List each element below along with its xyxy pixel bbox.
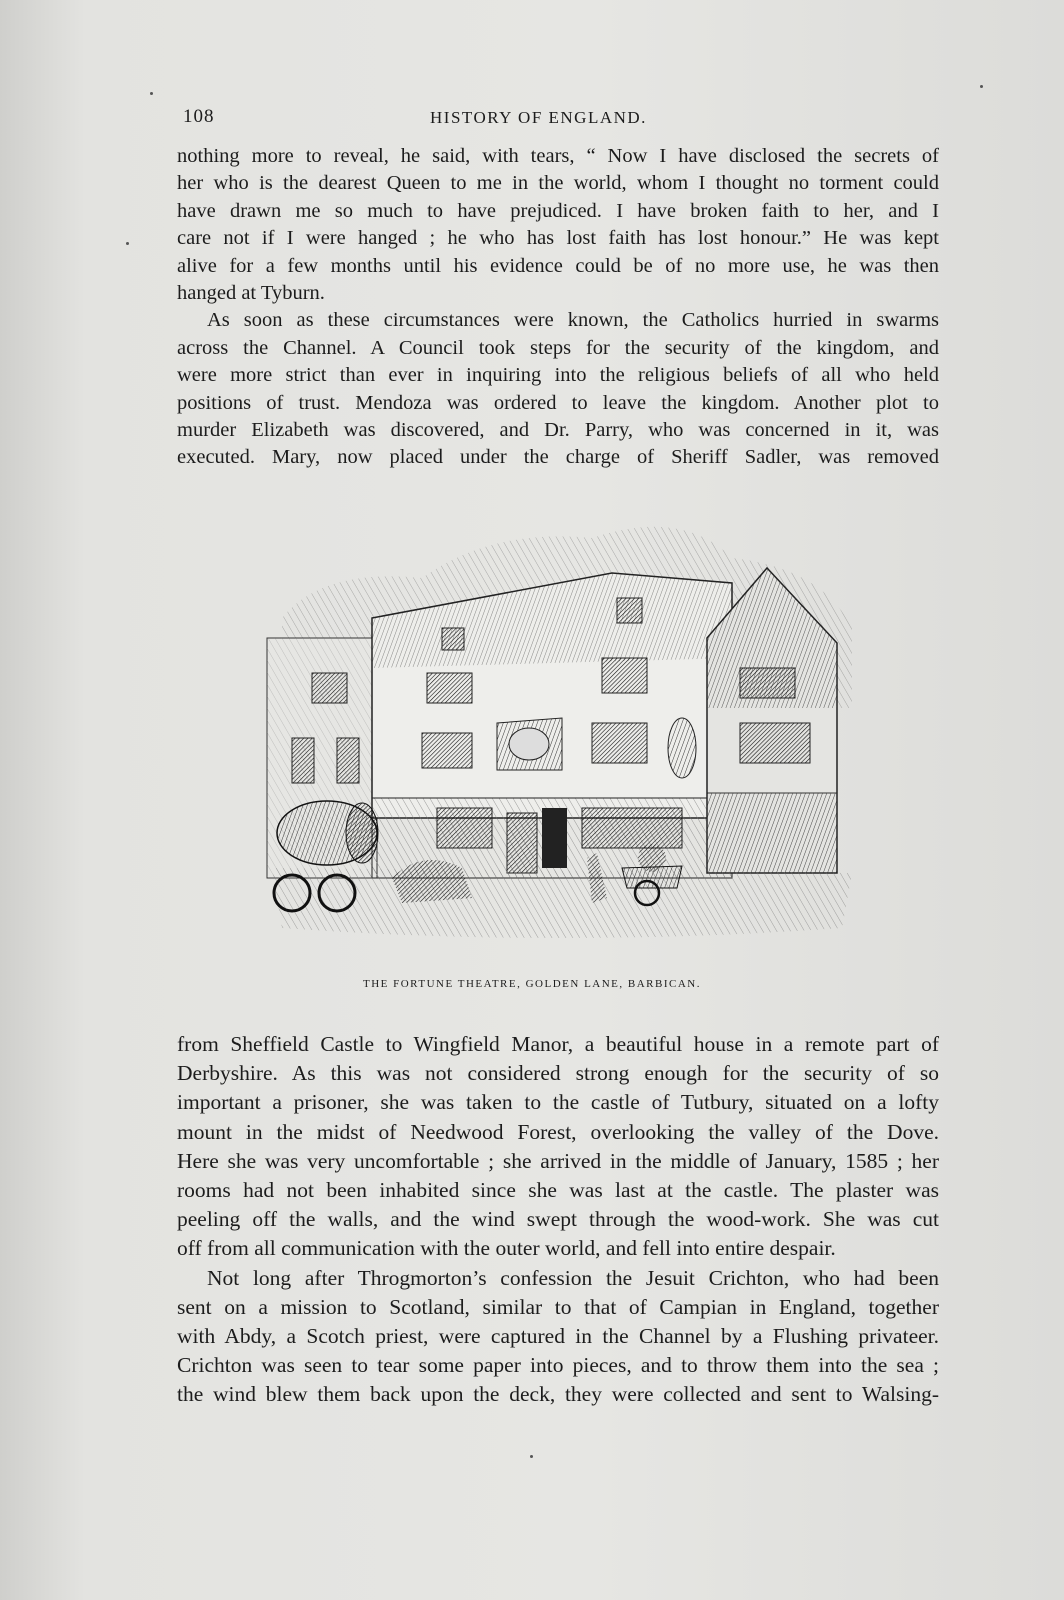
text-line: from Sheffield Castle to Wingfield Manor, a beautiful house in a remote part of [177, 1032, 939, 1056]
text-line: Not long after Throgmorton’s confession the Jesuit Crichton, who had been [207, 1265, 939, 1290]
text-line: positions of trust. Mendoza was ordered to leave the kingdom. Another plot to [177, 391, 939, 414]
text-block-bottom [177, 1030, 939, 1410]
text-line: the wind blew them back upon the deck, they were collected and sent to Walsing- [177, 1382, 939, 1407]
text-line: important a prisoner, she was taken to the castle of Tutbury, situated on a lofty [177, 1090, 939, 1115]
text-line: nothing more to reveal, he said, with tears, “ Now I have disclosed the secrets of [177, 145, 939, 167]
text-line: have drawn me so much to have prejudiced. I have broken faith to her, and I [177, 199, 939, 222]
text-line: off from all communication with the outer world, and fell into entire despair. [177, 1236, 836, 1261]
text-line: Derbyshire. As this was not considered strong enough for the security of so [177, 1061, 939, 1086]
text-line: across the Channel. A Council took steps for the security of the kingdom, and [177, 336, 939, 359]
text-line: hanged at Tyburn. [177, 282, 325, 305]
text-line: her who is the dearest Queen to me in the world, whom I thought no torment could [177, 172, 939, 195]
text-line: peeling off the walls, and the wind swept through the wood-work. She was cut [177, 1207, 939, 1232]
text-line: alive for a few months until his evidence could be of no more use, he was then [177, 254, 939, 277]
text-line: were more strict than ever in inquiring into the religious beliefs of all who held [177, 364, 939, 387]
text-line: murder Elizabeth was discovered, and Dr. Parry, who was concerned in it, was [177, 419, 939, 442]
text-line: mount in the midst of Needwood Forest, overlooking the valley of the Dove. [177, 1119, 939, 1144]
text-line: As soon as these circumstances were known, the Catholics hurried in swarms [207, 309, 939, 332]
main-building [372, 573, 732, 878]
text-line: with Abdy, a Scotch priest, were captured in the Channel by a Flushing privateer. [177, 1324, 939, 1349]
text-line: rooms had not been inhabited since she was last at the castle. The plaster was [177, 1178, 939, 1203]
text-line: executed. Mary, now placed under the charge of Sheriff Sadler, was removed [177, 446, 939, 469]
figure-caption: THE FORTUNE THEATRE, GOLDEN LANE, BARBICAN. [362, 978, 701, 990]
text-block-top [177, 143, 939, 472]
text-line: sent on a mission to Scotland, similar to that of Campian in England, together [177, 1294, 939, 1319]
text-line: care not if I were hanged ; he who has lost faith has lost honour.” He was kept [177, 227, 939, 250]
running-head: HISTORY OF ENGLAND. [430, 108, 647, 127]
fortune-theatre-engraving [262, 508, 862, 948]
text-line: Crichton was seen to tear some paper into pieces, and to throw them into the sea ; [177, 1353, 939, 1378]
street [272, 868, 852, 938]
text-line: Here she was very uncomfortable ; she arrived in the middle of January, 1585 ; her [177, 1148, 939, 1173]
page-number: 108 [183, 106, 215, 127]
